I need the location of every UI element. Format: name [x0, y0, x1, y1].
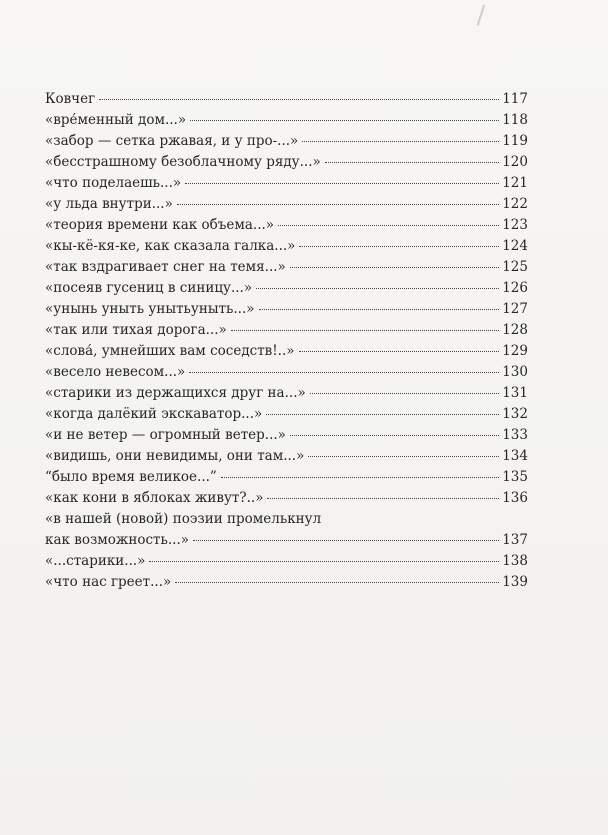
toc-entry	[45, 404, 528, 425]
toc-entry	[45, 341, 528, 362]
dot-leader	[299, 246, 499, 247]
toc-entry	[45, 320, 528, 341]
toc-entry-title: «забор — сетка ржавая, и у про-...»	[45, 133, 299, 149]
dot-leader	[290, 435, 499, 436]
toc-entry-title: как возможность...»	[45, 532, 189, 548]
toc-entry	[45, 194, 528, 215]
toc-entry	[45, 173, 528, 194]
toc-entry-title: «что поделаешь...»	[45, 175, 182, 191]
toc-entry-title: «кы-кё-кя-ке, как сказала галка...»	[45, 238, 296, 254]
toc-entry-page: 124	[502, 238, 528, 254]
toc-entry	[45, 236, 528, 257]
toc-entry-page: 132	[502, 406, 528, 422]
toc-entry-title: «старики из держащихся друг на...»	[45, 385, 306, 401]
toc-entry	[45, 131, 528, 152]
dot-leader	[189, 372, 499, 373]
dot-leader	[221, 477, 499, 478]
toc-entry-title: «слова́, умнейших вам соседств!..»	[45, 343, 295, 359]
dot-leader	[193, 540, 499, 541]
toc-entry-page: 122	[502, 196, 528, 212]
dot-leader	[259, 309, 499, 310]
toc-entry-page: 117	[502, 91, 528, 107]
toc-entry	[45, 257, 528, 278]
toc-entry-page: 118	[502, 112, 528, 128]
dot-leader	[290, 267, 499, 268]
toc-entry-title: «весело невесом...»	[45, 364, 186, 380]
toc-entry-title: «так или тихая дорога...»	[45, 322, 227, 338]
toc-entry-page: 131	[502, 385, 528, 401]
toc-entry-page: 128	[502, 322, 528, 338]
toc-entry-page: 133	[502, 427, 528, 443]
toc-entry	[45, 551, 528, 572]
toc-entry-title: «теория времени как объема...»	[45, 217, 275, 233]
toc-entry	[45, 572, 528, 593]
dot-leader	[325, 162, 499, 163]
toc-entry-page: 135	[502, 469, 528, 485]
toc-entry-title: “было время великое...”	[45, 469, 217, 485]
toc-entry	[45, 530, 528, 551]
table-of-contents	[45, 89, 528, 593]
toc-entry-title: «у льда внутри...»	[45, 196, 173, 212]
dot-leader	[299, 351, 499, 352]
dot-leader	[175, 582, 499, 583]
toc-entry-page: 127	[502, 301, 528, 317]
dot-leader	[190, 120, 499, 121]
toc-entry-title: «бесстрашному безоблачному ряду...»	[45, 154, 321, 170]
dot-leader	[149, 561, 499, 562]
toc-entry	[45, 278, 528, 299]
toc-entry	[45, 215, 528, 236]
dot-leader	[266, 414, 499, 415]
toc-entry-page: 121	[502, 175, 528, 191]
toc-entry-title: «посеяв гусениц в синицу...»	[45, 280, 253, 296]
toc-entry	[45, 383, 528, 404]
toc-entry-title: «как кони в яблоках живут?..»	[45, 490, 264, 506]
dot-leader	[308, 456, 499, 457]
dot-leader	[278, 225, 499, 226]
toc-entry-title: «что нас греет...»	[45, 574, 172, 590]
toc-entry-title: Ковчег	[45, 91, 96, 107]
dot-leader	[185, 183, 499, 184]
toc-entry-title: «...старики...»	[45, 553, 146, 569]
toc-entry-title: «когда далёкий экскаватор...»	[45, 406, 263, 422]
toc-entry-page: 138	[502, 553, 528, 569]
toc-entry	[45, 362, 528, 383]
toc-entry	[45, 299, 528, 320]
dot-leader	[310, 393, 499, 394]
dot-leader	[267, 498, 499, 499]
toc-entry-title: «так вздрагивает снег на темя...»	[45, 259, 286, 275]
toc-entry-title: «унынь уныть унытьуныть...»	[45, 301, 255, 317]
toc-entry	[45, 446, 528, 467]
toc-entry-title: «и не ветер — огромный ветер...»	[45, 427, 286, 443]
dot-leader	[231, 330, 499, 331]
toc-entry-page: 123	[502, 217, 528, 233]
toc-entry	[45, 488, 528, 509]
paper-mark	[477, 4, 486, 26]
toc-entry	[45, 425, 528, 446]
toc-entry-page: 136	[502, 490, 528, 506]
toc-entry-page: 120	[502, 154, 528, 170]
dot-leader	[99, 99, 499, 100]
toc-entry-page: 139	[502, 574, 528, 590]
toc-entry-page: 134	[502, 448, 528, 464]
toc-entry	[45, 152, 528, 173]
toc-entry-page: 119	[502, 133, 528, 149]
toc-entry-page: 129	[502, 343, 528, 359]
dot-leader	[302, 141, 499, 142]
toc-entry	[45, 89, 528, 110]
toc-entry	[45, 110, 528, 131]
toc-entry-title: «вре́менный дом...»	[45, 112, 187, 128]
toc-entry-title-line1: «в нашей (новой) поэзии промелькнул	[45, 511, 322, 527]
toc-entry-page: 125	[502, 259, 528, 275]
toc-entry-page: 130	[502, 364, 528, 380]
toc-entry-title: «видишь, они невидимы, они там...»	[45, 448, 305, 464]
dot-leader	[177, 204, 499, 205]
toc-entry-page: 137	[502, 532, 528, 548]
dot-leader	[256, 288, 499, 289]
toc-entry-page: 126	[502, 280, 528, 296]
toc-entry	[45, 467, 528, 488]
